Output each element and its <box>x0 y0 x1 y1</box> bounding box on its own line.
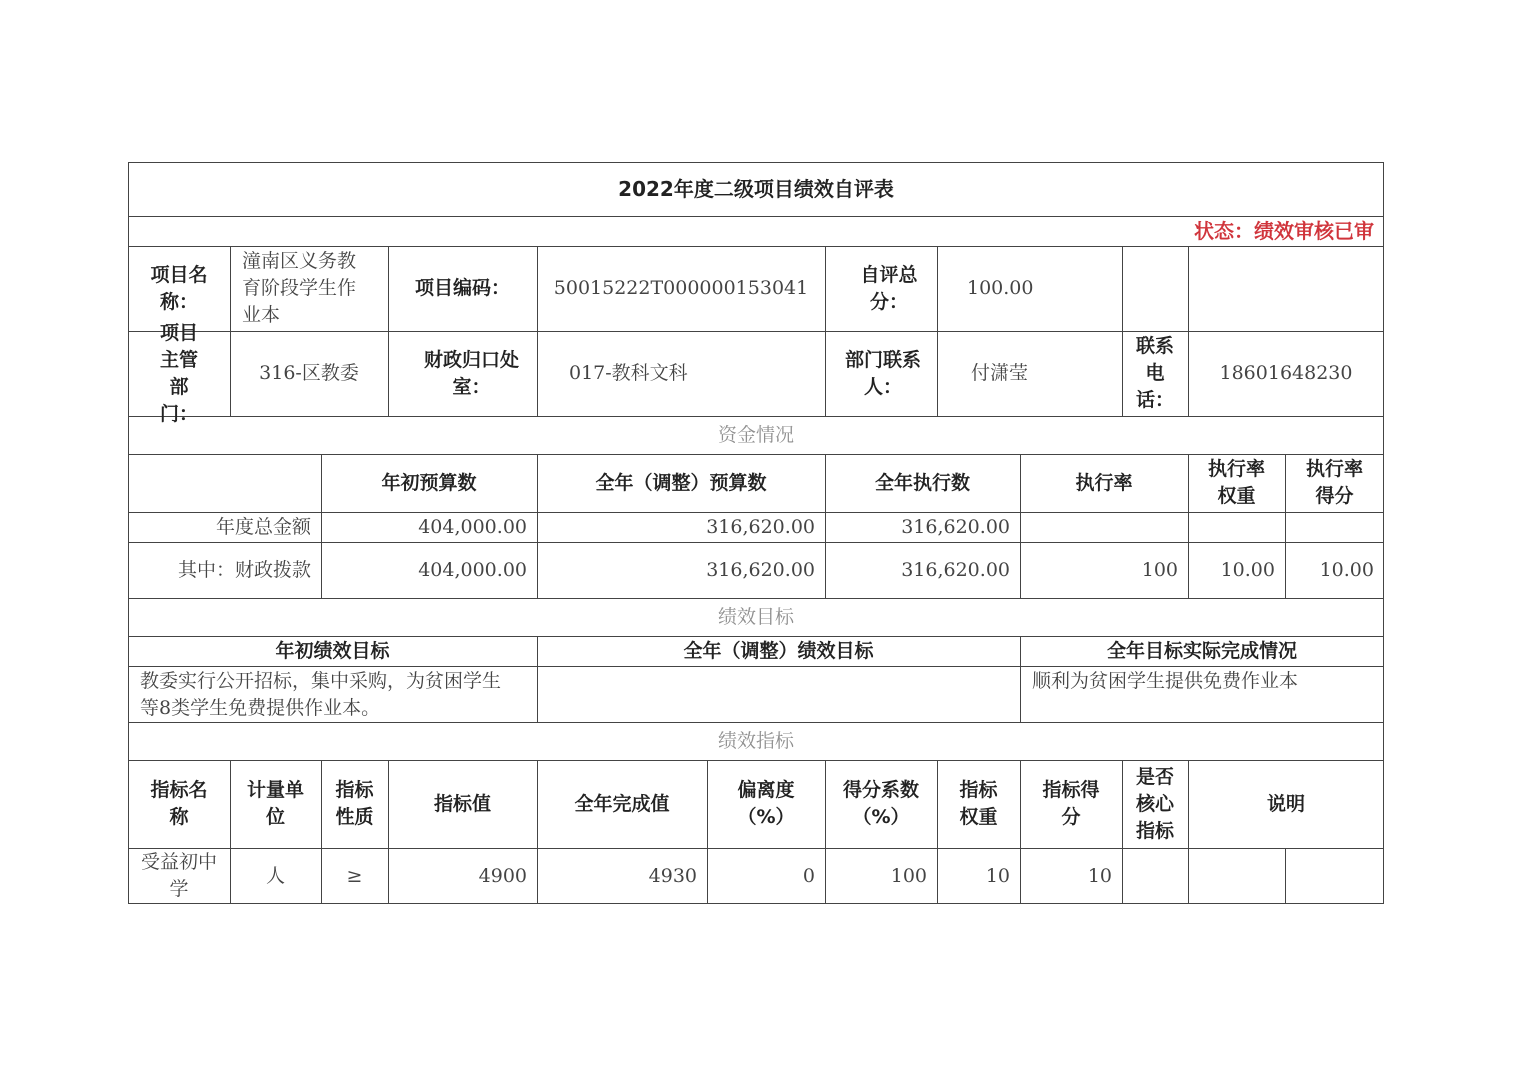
goal-actual-text: 顺利为贫困学生提供免费作业本 <box>1032 670 1299 692</box>
indicator-header: 指标性质 <box>335 779 374 828</box>
project-code-value: 50015222T000000153041 <box>553 277 809 299</box>
phone-value: 18601648230 <box>1219 362 1353 384</box>
goal-initial-text: 教委实行公开招标，集中采购，为贫困学生等8类学生免费提供作业本。 <box>140 670 502 719</box>
funds-section-title: 资金情况 <box>717 423 794 446</box>
funds-cell: 100 <box>1141 558 1178 581</box>
indicator-header: 计量单位 <box>246 779 304 828</box>
goals-header: 全年目标实际完成情况 <box>1106 639 1297 662</box>
finance-label: 财政归口处室： <box>423 348 519 398</box>
indicator-header: 全年完成值 <box>574 792 670 815</box>
finance-value: 017-教科文科 <box>569 362 688 384</box>
score-value: 100.00 <box>967 277 1034 299</box>
indicator-deviation: 0 <box>802 864 815 887</box>
funds-header: 全年执行数 <box>874 471 970 494</box>
funds-cell: 316,620.00 <box>706 515 815 538</box>
phone-label: 联系电话： <box>1135 335 1174 411</box>
project-name-value: 潼南区义务教育阶段学生作业本 <box>242 250 357 326</box>
funds-row-label: 其中：财政拨款 <box>177 558 311 581</box>
evaluation-form <box>128 162 1384 904</box>
funds-header: 执行率 <box>1075 471 1133 494</box>
form-title: 2022年度二级项目绩效自评表 <box>618 176 894 201</box>
funds-cell: 316,620.00 <box>901 515 1010 538</box>
indicator-coefficient: 100 <box>890 864 927 887</box>
funds-header: 执行率权重 <box>1207 458 1265 507</box>
funds-cell: 10.00 <box>1220 558 1275 581</box>
goal-adjusted-text <box>537 666 1020 722</box>
funds-cell: 10.00 <box>1319 558 1374 581</box>
contact-label: 部门联系人： <box>844 348 921 398</box>
indicator-nature: ≥ <box>346 864 363 887</box>
project-code-label: 项目编码： <box>414 277 510 299</box>
indicator-score: 10 <box>1087 864 1112 887</box>
indicator-header: 指标名称 <box>150 779 208 828</box>
goals-header: 全年（调整）绩效目标 <box>683 639 874 662</box>
indicator-header: 指标权重 <box>959 779 998 828</box>
goals-header: 年初绩效目标 <box>275 639 390 662</box>
indicator-header: 说明 <box>1266 792 1305 815</box>
funds-row-label: 年度总金额 <box>215 515 311 538</box>
indicator-header: 指标值 <box>433 792 491 815</box>
dept-label: 项目主管部门： <box>159 321 198 425</box>
indicator-value: 4900 <box>478 864 527 887</box>
indicator-header: 是否核心指标 <box>1135 765 1174 842</box>
funds-header: 全年（调整）预算数 <box>595 471 767 494</box>
status-badge: 状态：绩效审核已审 <box>1194 218 1374 243</box>
project-name-label: 项目名称： <box>150 263 208 313</box>
indicator-unit: 人 <box>265 864 285 887</box>
dept-value: 316-区教委 <box>259 362 359 384</box>
indicator-header: 指标得分 <box>1042 779 1100 828</box>
funds-cell: 404,000.00 <box>418 558 527 581</box>
indicator-actual: 4930 <box>648 864 697 887</box>
funds-header: 执行率得分 <box>1305 458 1363 507</box>
funds-header: 年初预算数 <box>381 471 477 494</box>
indicator-name: 受益初中学 <box>140 851 217 900</box>
indicator-header: 得分系数（%） <box>842 779 919 828</box>
indicator-weight: 10 <box>985 864 1010 887</box>
score-label: 自评总分： <box>860 263 918 313</box>
indicator-header: 偏离度（%） <box>737 779 795 828</box>
indicators-section-title: 绩效指标 <box>717 729 794 752</box>
goals-section-title: 绩效目标 <box>717 605 794 628</box>
contact-value: 付潇莹 <box>971 362 1029 384</box>
funds-cell: 404,000.00 <box>418 515 527 538</box>
funds-cell: 316,620.00 <box>901 558 1010 581</box>
funds-cell: 316,620.00 <box>706 558 815 581</box>
